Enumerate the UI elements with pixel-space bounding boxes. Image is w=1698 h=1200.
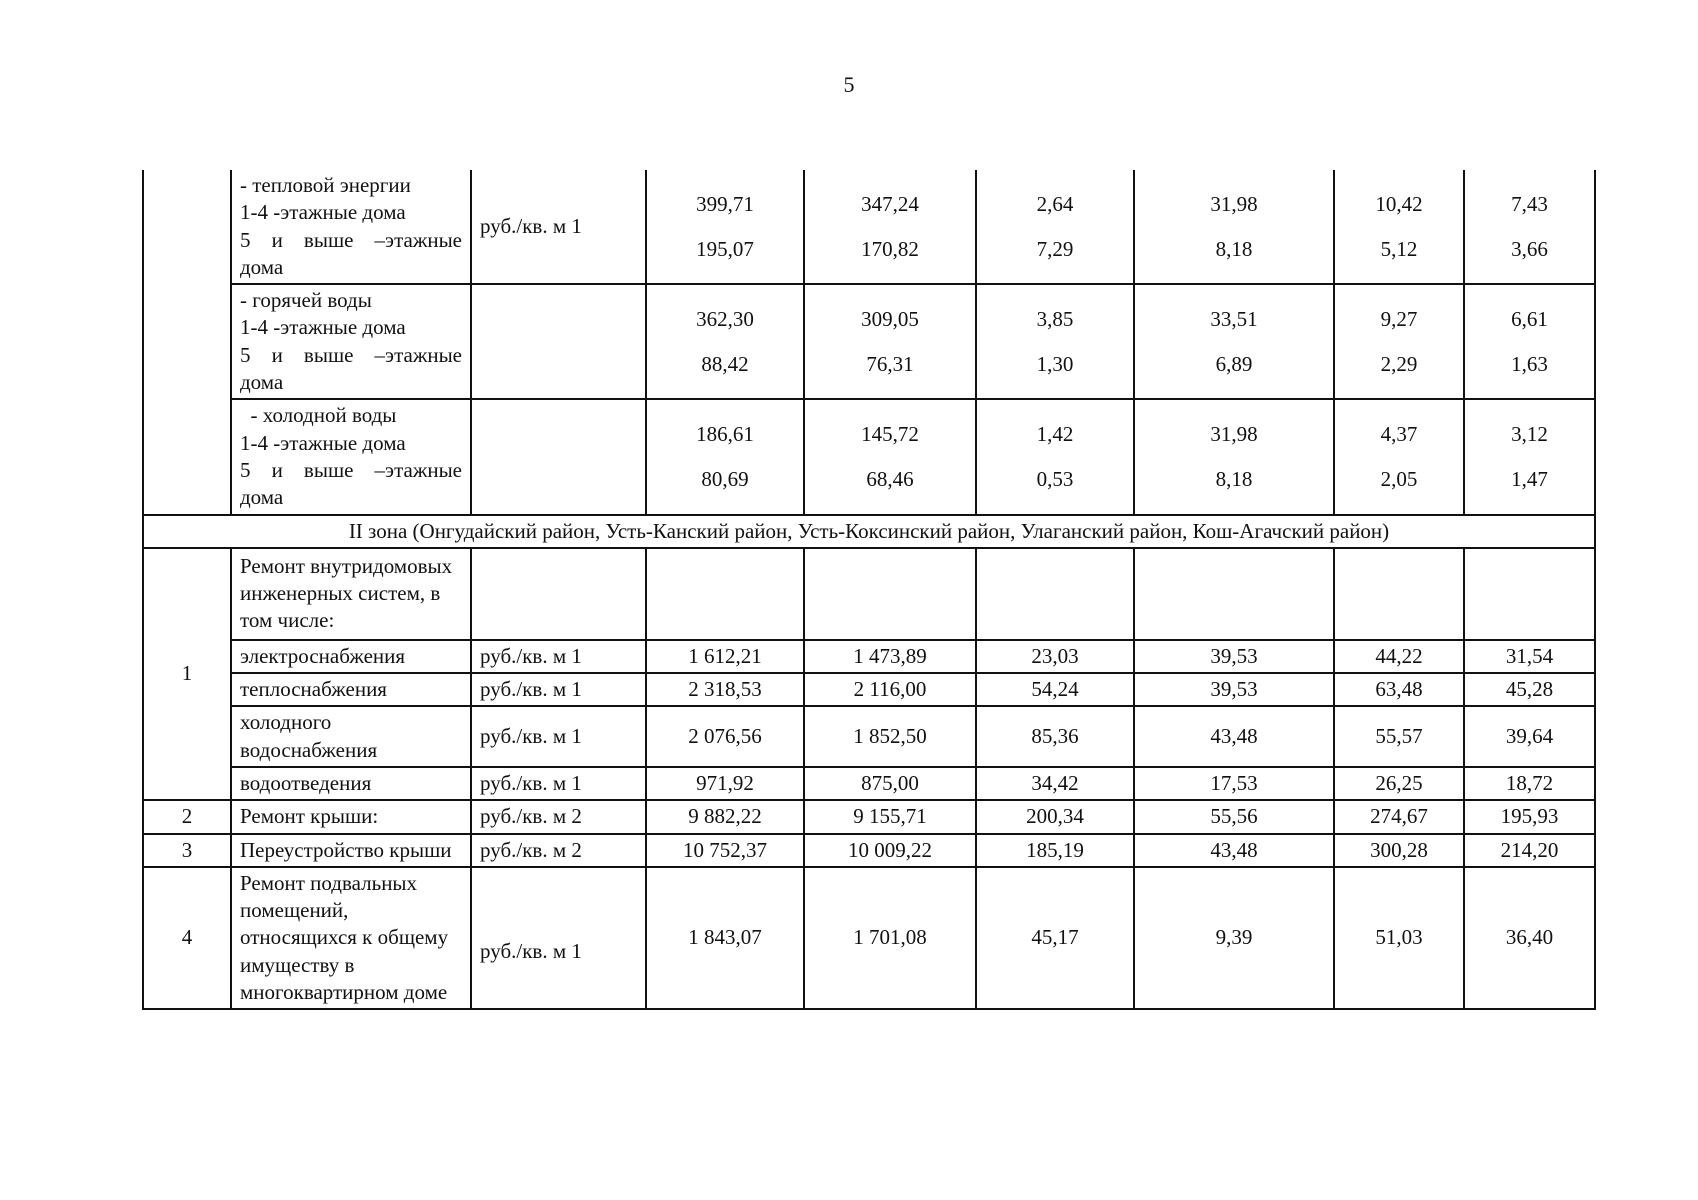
value-cell xyxy=(1334,170,1464,284)
value-cell: 1 843,07 xyxy=(646,867,804,1009)
value-cell: 214,20 xyxy=(1464,834,1595,867)
table-row xyxy=(143,548,1595,640)
value-text: 3,12 xyxy=(1511,421,1548,446)
value-text: 145,72 xyxy=(861,421,919,446)
table-row xyxy=(143,800,1595,833)
empty-cell xyxy=(804,548,976,640)
row-number: 3 xyxy=(143,834,231,867)
value-cell xyxy=(1334,399,1464,514)
value-cell xyxy=(804,170,976,284)
value-cell: 17,53 xyxy=(1134,767,1334,800)
value-cell xyxy=(1464,170,1595,284)
empty-cell xyxy=(646,548,804,640)
value-text: 6,89 xyxy=(1215,351,1253,376)
value-cell: 1 852,50 xyxy=(804,706,976,767)
value-text: 186,61 xyxy=(696,421,754,446)
value-cell: 44,22 xyxy=(1334,640,1464,673)
group-line: 1-4 -этажные дома xyxy=(240,315,406,340)
value-text: 195,07 xyxy=(696,236,754,261)
value-cell: 85,36 xyxy=(976,706,1134,767)
group-label xyxy=(231,284,471,399)
value-text: 68,46 xyxy=(866,466,914,491)
value-text: 33,51 xyxy=(1210,306,1258,331)
value-text: 31,98 xyxy=(1210,421,1258,446)
value-cell xyxy=(976,284,1134,399)
value-cell: 1 612,21 xyxy=(646,640,804,673)
table-row xyxy=(143,767,1595,800)
value-cell: 26,25 xyxy=(1334,767,1464,800)
value-cell: 195,93 xyxy=(1464,800,1595,833)
group-line: 5 и выше –этажные xyxy=(240,227,462,252)
value-text: 347,24 xyxy=(861,191,919,216)
value-cell: 39,64 xyxy=(1464,706,1595,767)
value-text: 7,43 xyxy=(1511,191,1548,216)
value-text: 399,71 xyxy=(696,191,754,216)
value-cell: 200,34 xyxy=(976,800,1134,833)
zone-row xyxy=(143,515,1595,548)
value-cell: 9,39 xyxy=(1134,867,1334,1009)
cost-table xyxy=(142,170,1596,1010)
value-text: 88,42 xyxy=(701,351,749,376)
value-text: 1,63 xyxy=(1511,351,1548,376)
value-cell: 875,00 xyxy=(804,767,976,800)
table-row xyxy=(143,834,1595,867)
table-row xyxy=(143,284,1595,399)
value-text: 362,30 xyxy=(696,306,754,331)
value-cell: 36,40 xyxy=(1464,867,1595,1009)
value-cell: 51,03 xyxy=(1334,867,1464,1009)
value-cell xyxy=(1334,284,1464,399)
group-title: - холодной воды xyxy=(240,403,397,428)
group-line: дома xyxy=(240,485,284,510)
row-number: 1 xyxy=(143,548,231,800)
value-cell xyxy=(646,284,804,399)
value-text: 2,05 xyxy=(1380,466,1418,491)
value-cell: 1 473,89 xyxy=(804,640,976,673)
value-cell xyxy=(1134,284,1334,399)
value-text: 170,82 xyxy=(861,236,919,261)
value-text: 3,66 xyxy=(1511,236,1548,261)
value-cell: 45,17 xyxy=(976,867,1134,1009)
row-number: 2 xyxy=(143,800,231,833)
value-cell: 185,19 xyxy=(976,834,1134,867)
value-cell xyxy=(1134,170,1334,284)
table-row xyxy=(143,867,1595,1009)
value-cell: 9 155,71 xyxy=(804,800,976,833)
value-cell xyxy=(976,399,1134,514)
value-text: 9,27 xyxy=(1380,306,1418,331)
sub-item-name: электроснабжения xyxy=(231,640,471,673)
sub-item-name: водоотведения xyxy=(231,767,471,800)
value-cell: 10 752,37 xyxy=(646,834,804,867)
value-text: 4,37 xyxy=(1380,421,1418,446)
empty-cell xyxy=(471,548,646,640)
value-cell xyxy=(646,399,804,514)
unit-cell: руб./кв. м 2 xyxy=(471,800,646,833)
sub-item-name: теплоснабжения xyxy=(231,673,471,706)
value-cell: 54,24 xyxy=(976,673,1134,706)
empty-cell xyxy=(1464,548,1595,640)
value-cell: 31,54 xyxy=(1464,640,1595,673)
value-cell xyxy=(1464,399,1595,514)
empty-cell xyxy=(976,548,1134,640)
value-text: 10,42 xyxy=(1375,191,1423,216)
value-cell: 18,72 xyxy=(1464,767,1595,800)
value-cell: 1 701,08 xyxy=(804,867,976,1009)
item-name: Ремонт подвальных помещений, относящихся к общему имуществу в многоквартирном доме xyxy=(231,867,471,1009)
unit-cell: руб./кв. м 1 xyxy=(471,706,646,767)
value-text: 1,47 xyxy=(1511,466,1548,491)
value-cell: 2 076,56 xyxy=(646,706,804,767)
value-cell: 43,48 xyxy=(1134,706,1334,767)
item-heading: Ремонт внутридомовых инженерных систем, в том числе: xyxy=(231,548,471,640)
value-cell xyxy=(1464,284,1595,399)
value-text: 5,12 xyxy=(1380,236,1418,261)
empty-number-cell xyxy=(143,170,231,515)
value-cell xyxy=(976,170,1134,284)
row-number: 4 xyxy=(143,867,231,1009)
group-line: дома xyxy=(240,370,284,395)
group-title: - горячей воды xyxy=(240,288,372,313)
empty-cell xyxy=(1334,548,1464,640)
unit-cell xyxy=(471,284,646,399)
table-row xyxy=(143,170,1595,284)
table-row xyxy=(143,640,1595,673)
value-cell: 2 116,00 xyxy=(804,673,976,706)
value-text: 1,42 xyxy=(1036,421,1074,446)
value-text: 1,30 xyxy=(1036,351,1074,376)
value-cell: 971,92 xyxy=(646,767,804,800)
value-text: 31,98 xyxy=(1210,191,1258,216)
value-text: 8,18 xyxy=(1215,236,1253,261)
value-cell xyxy=(804,284,976,399)
value-cell: 55,56 xyxy=(1134,800,1334,833)
value-cell: 23,03 xyxy=(976,640,1134,673)
sub-item-name: холодного водоснабжения xyxy=(231,706,471,767)
group-line: 1-4 -этажные дома xyxy=(240,200,406,225)
value-cell: 300,28 xyxy=(1334,834,1464,867)
group-label xyxy=(231,399,471,514)
group-title: - тепловой энергии xyxy=(240,173,411,197)
value-cell: 39,53 xyxy=(1134,640,1334,673)
value-cell xyxy=(1134,399,1334,514)
unit-cell: руб./кв. м 1 xyxy=(471,170,646,284)
item-name: Ремонт крыши: xyxy=(231,800,471,833)
value-text: 2,29 xyxy=(1380,351,1418,376)
group-line: 5 и выше –этажные xyxy=(240,457,462,482)
value-text: 309,05 xyxy=(861,306,919,331)
unit-cell: руб./кв. м 1 xyxy=(471,640,646,673)
table-row xyxy=(143,399,1595,514)
group-line: 1-4 -этажные дома xyxy=(240,430,406,455)
empty-cell xyxy=(1134,548,1334,640)
value-cell: 55,57 xyxy=(1334,706,1464,767)
group-label xyxy=(231,170,471,284)
group-line: дома xyxy=(240,254,284,279)
unit-cell: руб./кв. м 2 xyxy=(471,834,646,867)
value-cell xyxy=(804,399,976,514)
group-line: 5 и выше –этажные xyxy=(240,342,462,367)
value-cell: 34,42 xyxy=(976,767,1134,800)
value-text: 80,69 xyxy=(701,466,749,491)
item-name: Переустройство крыши xyxy=(231,834,471,867)
value-cell: 9 882,22 xyxy=(646,800,804,833)
value-text: 0,53 xyxy=(1036,466,1074,491)
unit-cell: руб./кв. м 1 xyxy=(471,867,646,1009)
value-text: 3,85 xyxy=(1036,306,1074,331)
value-cell: 39,53 xyxy=(1134,673,1334,706)
table-row xyxy=(143,706,1595,767)
value-cell xyxy=(646,170,804,284)
value-cell: 43,48 xyxy=(1134,834,1334,867)
unit-cell: руб./кв. м 1 xyxy=(471,673,646,706)
value-cell: 2 318,53 xyxy=(646,673,804,706)
value-text: 6,61 xyxy=(1511,306,1548,331)
value-text: 76,31 xyxy=(866,351,914,376)
value-cell: 10 009,22 xyxy=(804,834,976,867)
page-number: 5 xyxy=(843,72,855,97)
value-cell: 63,48 xyxy=(1334,673,1464,706)
zone-title: II зона (Онгудайский район, Усть-Канский район, Усть-Коксинский район, Улаганский район, Кош-Агачский район) xyxy=(143,515,1595,548)
value-cell: 45,28 xyxy=(1464,673,1595,706)
value-text: 7,29 xyxy=(1036,236,1074,261)
unit-cell xyxy=(471,399,646,514)
value-text: 8,18 xyxy=(1215,466,1253,491)
value-cell: 274,67 xyxy=(1334,800,1464,833)
table-row xyxy=(143,673,1595,706)
value-text: 2,64 xyxy=(1036,191,1074,216)
unit-cell: руб./кв. м 1 xyxy=(471,767,646,800)
